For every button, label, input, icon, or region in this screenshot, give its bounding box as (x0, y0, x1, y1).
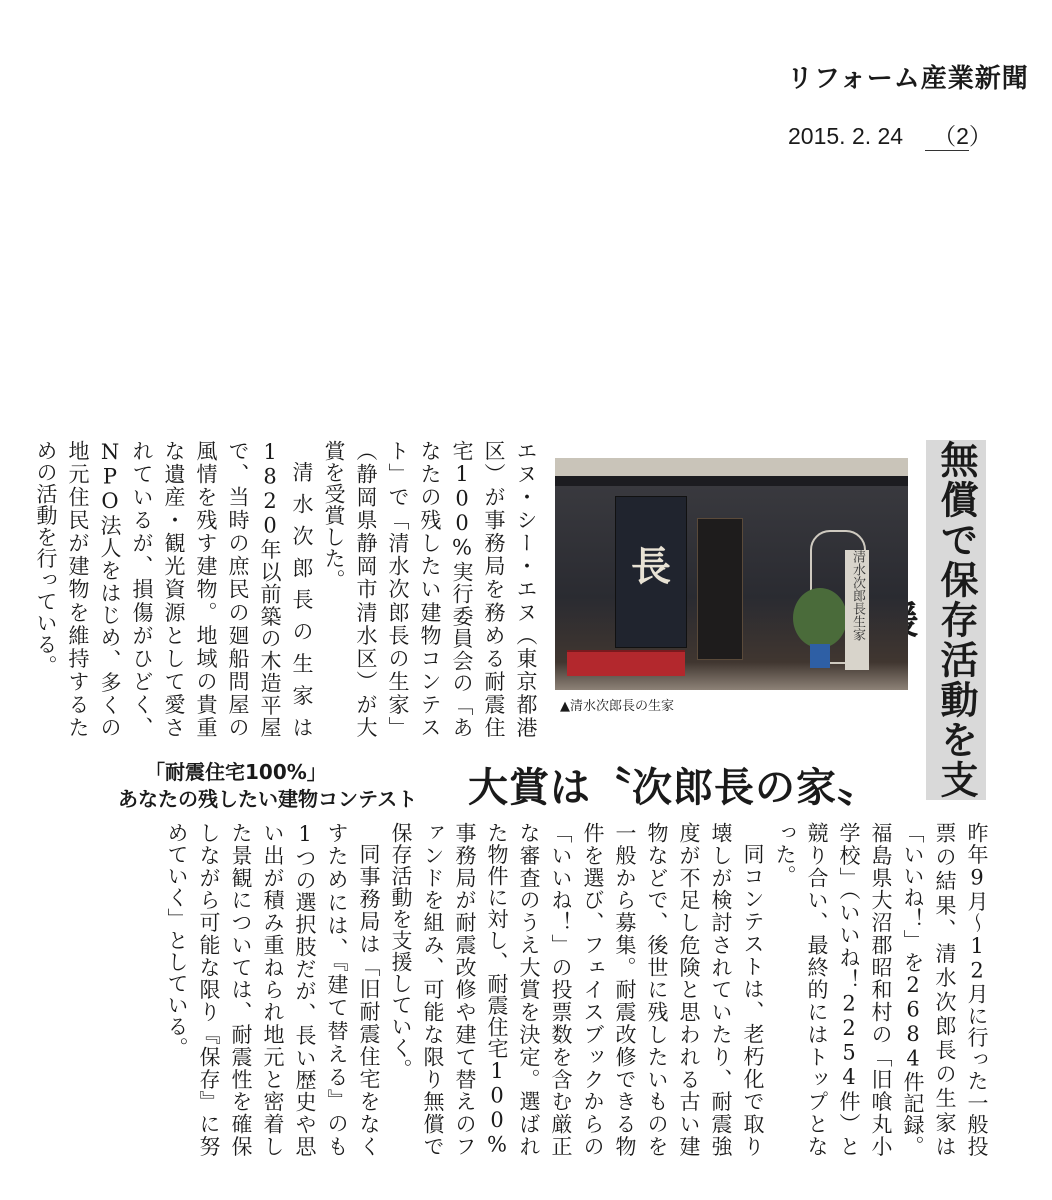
article-body-lower (58, 822, 993, 1157)
kicker-line-2: あなたの残したい建物コンテスト (118, 787, 418, 811)
photo-eave (555, 476, 908, 486)
photo-noren-text: 長 (631, 543, 671, 590)
article-paragraph: 同コンテストは、老朽化で取り壊しが検討されていたり、耐震強度が不足し危険と思われる古い建物などで、後世に残したいものを一般から募集。耐震改修できる物件を選び、フェイスブックからの「いいね！」の投票数を含む厳正な審査のうえ大賞を決定。選ばれた物件に対し、耐震住宅100%事務局が耐震改修や建て替えのファンドを組み、可能な限り無償で保存活動を支援していく。 (389, 822, 765, 1157)
article-paragraph: 昨年9月～12月に行った一般投票の結果、清水次郎長の生家は「いいね！」を2684件記録。福島県大沼郡昭和村の「旧喰丸小学校」（いいね！2254件）と競り合い、最終的にはトップとなった。 (773, 822, 989, 1157)
photo-door (697, 518, 743, 660)
issue-date: 2015. 2. 24 (788, 123, 904, 149)
photo-pot (810, 644, 830, 668)
photo-caption: ▲清水次郎長の生家 (560, 699, 674, 714)
article-body-upper (34, 440, 542, 738)
photo-stone-marker: 清水次郎長生家 (845, 550, 869, 670)
side-headline: 無償で保存活動を支 (926, 440, 986, 800)
article-paragraph: エヌ・シー・エヌ（東京都港区）が事務局を務める耐震住宅100%実行委員会の「あなたの残したい建物コンテスト」で「清水次郎長の生家」（静岡県静岡市清水区）が大賞を受賞した。 (322, 440, 538, 738)
dateline (788, 118, 1038, 151)
kicker-line-1: 「耐震住宅100%」 (145, 760, 327, 784)
article-photo (555, 458, 908, 690)
page-number: （2） (933, 123, 992, 149)
article-paragraph: 清水次郎長の生家は1820年以前築の木造平屋で、当時の庶民の廻船問屋の風情を残す建物。地域の貴重な遺産・観光資源として愛されているが、損傷がひどく、NPO法人をはじめ、多くの地元住民が建物を維持するための活動を行っている。 (34, 440, 314, 738)
newspaper-masthead: リフォーム産業新聞 (787, 64, 1029, 94)
photo-red-bench (567, 650, 685, 676)
dateline-rule (925, 150, 969, 151)
photo-plant (793, 588, 847, 648)
article-paragraph: 同事務局は「旧耐震住宅をなくすためには、『建て替える』のも1つの選択肢だが、長い歴史や思い出が積み重ねられ地元と密着した景観については、耐震性を確保しながら可能な限り『保存』に努めていく」としている。 (165, 822, 381, 1157)
main-headline: 大賞は〝次郎長の家〟 (468, 765, 878, 811)
